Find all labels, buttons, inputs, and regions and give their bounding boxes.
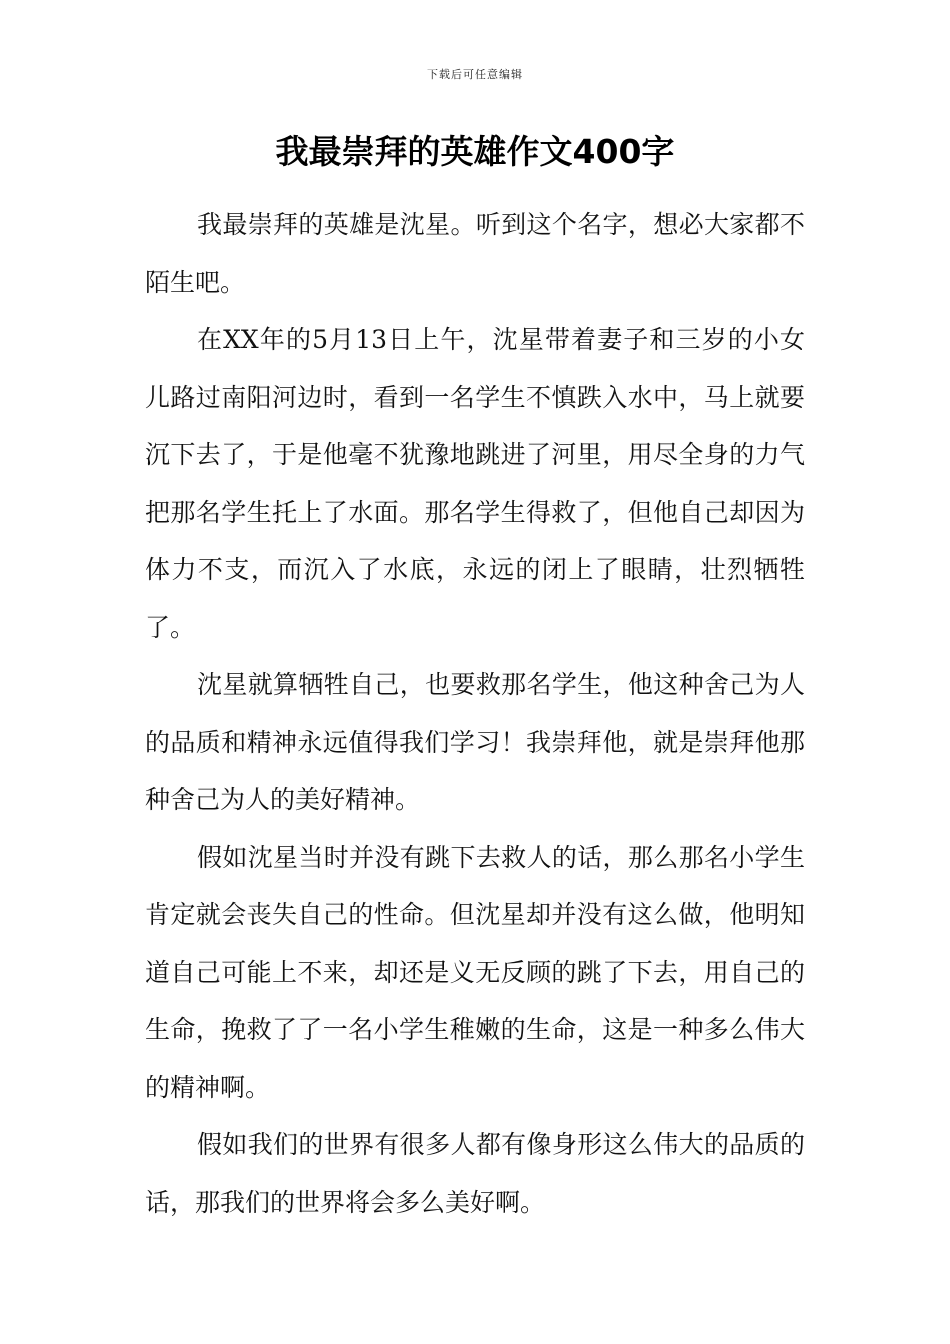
paragraph-2: 在XX年的5月13日上午，沈星带着妻子和三岁的小女儿路过南阳河边时，看到一名学生不慎跌入水中，马上就要沉下去了，于是他毫不犹豫地跳进了河里，用尽全身的力气把那名学生托上了水面。那名学生得救了，但他自己却因为体力不支，而沉入了水底，永远的闭上了眼睛，壮烈牺牲了。: [145, 325, 805, 642]
document-body: [145, 196, 805, 1231]
paragraph-1: 我最崇拜的英雄是沈星。听到这个名字，想必大家都不陌生吧。: [145, 210, 805, 297]
paragraph-3: 沈星就算牺牲自己，也要救那名学生，他这种舍己为人的品质和精神永远值得我们学习！我崇拜他，就是崇拜他那种舍己为人的美好精神。: [145, 670, 805, 814]
header-note: 下载后可任意编辑: [427, 68, 523, 81]
paragraph-5: 假如我们的世界有很多人都有像身形这么伟大的品质的话，那我们的世界将会多么美好啊。: [145, 1130, 805, 1217]
paragraph-4: 假如沈星当时并没有跳下去救人的话，那么那名小学生肯定就会丧失自己的性命。但沈星却并没有这么做，他明知道自己可能上不来，却还是义无反顾的跳了下去，用自己的生命，挽救了了一名小学生稚嫩的生命，这是一种多么伟大的精神啊。: [145, 842, 805, 1102]
document-title: 我最崇拜的英雄作文400字: [275, 132, 675, 171]
